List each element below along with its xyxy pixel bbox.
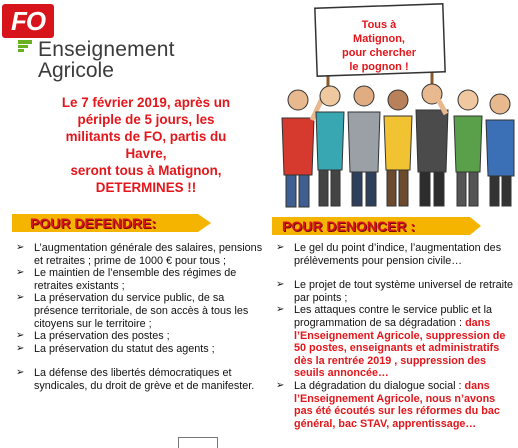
arrow-bullet-icon: ➢	[16, 330, 25, 342]
sign-line: pour chercher	[342, 47, 416, 59]
arrow-bullet-icon: ➢	[276, 304, 285, 316]
list-item-text: Les attaques contre le service public et la programmation de sa dégradation :	[294, 304, 493, 329]
arrow-bullet-icon: ➢	[16, 242, 25, 253]
list-spacer	[12, 355, 268, 367]
arrow-bullet-icon: ➢	[16, 342, 25, 354]
sign-line: Matignon,	[353, 33, 405, 45]
fo-logo: FO	[2, 4, 54, 38]
defend-list	[12, 242, 268, 393]
list-item-highlight: dans l’Enseignement Agricole, suppression de 50 postes, enseignants et administratifs dès la rentrée 2019 , suppression des seuils annoncée…	[294, 316, 506, 380]
list-item-text: Le gel du point d’indice, l’augmentation des prélèvements pour pension civile…	[294, 242, 502, 267]
list-item-text: Le projet de tout système universel de retraite par points ;	[294, 279, 514, 304]
list-item	[272, 304, 516, 380]
logo-text-enseignement: Enseignement	[38, 38, 175, 61]
list-item-text: La dégradation du dialogue social :	[294, 379, 465, 392]
headline-line: seront tous à Matignon,	[70, 163, 222, 178]
denounce-list	[272, 242, 516, 430]
list-item	[12, 343, 268, 356]
logo-text-agricole: Agricole	[38, 59, 114, 82]
list-item	[272, 279, 516, 304]
headline-line: militants de FO, partis du	[65, 129, 227, 144]
list-item	[12, 242, 268, 267]
banner-pour-denoncer	[272, 215, 482, 237]
logo-leaf-icon	[18, 40, 32, 52]
headline-line: DETERMINES !!	[95, 180, 197, 195]
list-item	[272, 242, 516, 267]
headline-line: périple de 5 jours, les	[77, 112, 215, 127]
list-item-highlight: dans l’Enseignement Agricole, nous n’avons pas été écoutés sur les réformes du bac général, bac STAV, apprentissage…	[294, 379, 500, 430]
list-item-text: La préservation du service public, de sa présence territoriale, de son accès à tous les citoyens sur le territoire ;	[34, 292, 249, 330]
banner-pour-defendre	[12, 212, 212, 234]
list-item-text: Le maintien de l’ensemble des régimes de retraites existants ;	[34, 267, 237, 292]
list-spacer	[272, 267, 516, 279]
arrow-bullet-icon: ➢	[16, 367, 25, 379]
list-item	[272, 380, 516, 430]
list-item-text: La préservation des postes ;	[34, 330, 170, 343]
list-item-text: La défense des libertés démocratiques et syndicales, du droit de grève et de manifester.	[34, 367, 255, 392]
list-item-text: La préservation du statut des agents ;	[34, 342, 215, 355]
headline-line: Havre,	[125, 146, 167, 161]
protest-sign-text	[321, 18, 437, 74]
sign-line: Tous à	[361, 19, 397, 31]
list-item	[12, 267, 268, 292]
small-stamp-graphic	[178, 437, 218, 448]
banner-label: POUR DENONCER :	[282, 218, 416, 234]
arrow-bullet-icon: ➢	[16, 292, 25, 304]
list-item-text: L’augmentation générale des salaires, pensions et retraites ; prime de 1000 € pour tous ;	[34, 242, 263, 267]
sign-line: le pognon !	[349, 61, 409, 73]
arrow-bullet-icon: ➢	[276, 279, 285, 291]
arrow-bullet-icon: ➢	[16, 267, 25, 279]
headline	[10, 94, 282, 196]
arrow-bullet-icon: ➢	[276, 242, 285, 253]
arrow-bullet-icon: ➢	[276, 379, 285, 391]
list-item	[12, 367, 268, 392]
list-item	[12, 330, 268, 343]
headline-line: Le 7 février 2019, après un	[61, 95, 231, 110]
list-item	[12, 292, 268, 330]
banner-label: POUR DEFENDRE:	[30, 215, 157, 231]
